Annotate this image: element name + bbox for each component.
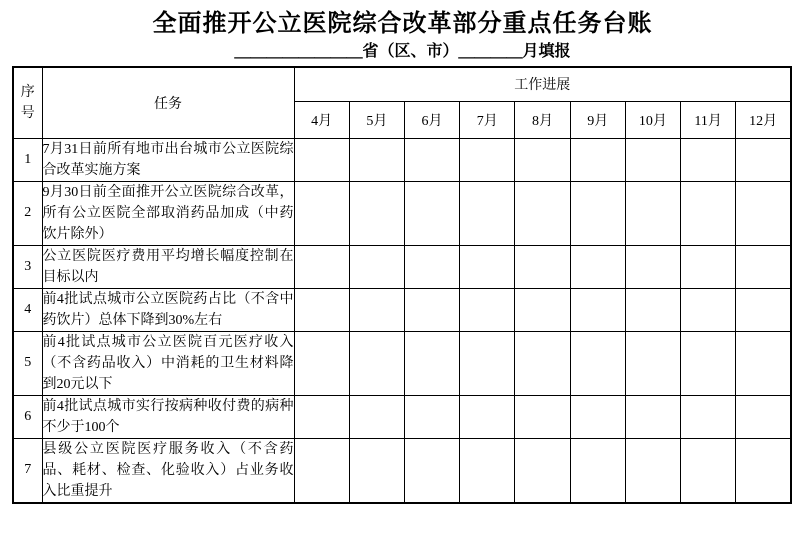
progress-cell-aug[interactable] [515,288,570,331]
progress-cell-sep[interactable] [570,245,625,288]
progress-cell-jun[interactable] [404,181,459,245]
task-cell: 前4批试点城市公立医院百元医疗收入（不含药品收入）中消耗的卫生材料降到20元以下 [42,331,294,395]
progress-cell-may[interactable] [349,181,404,245]
table-row [13,331,791,395]
progress-cell-oct[interactable] [625,181,680,245]
progress-cell-jul[interactable] [460,438,515,503]
progress-cell-may[interactable] [349,138,404,181]
document-page [0,9,805,537]
progress-cell-nov[interactable] [681,181,736,245]
progress-cell-may[interactable] [349,438,404,503]
task-cell: 前4批试点城市公立医院药占比（不含中药饮片）总体下降到30%左右 [42,288,294,331]
tasks-table [12,66,792,504]
header-month-apr: 4月 [294,101,349,138]
header-month-dec: 12月 [736,101,791,138]
progress-cell-aug[interactable] [515,138,570,181]
progress-cell-jul[interactable] [460,181,515,245]
progress-cell-apr[interactable] [294,331,349,395]
progress-cell-nov[interactable] [681,331,736,395]
header-month-oct: 10月 [625,101,680,138]
progress-cell-sep[interactable] [570,331,625,395]
progress-cell-dec[interactable] [736,245,791,288]
table-row [13,395,791,438]
progress-cell-apr[interactable] [294,245,349,288]
table-row [13,138,791,181]
progress-cell-sep[interactable] [570,395,625,438]
progress-cell-dec[interactable] [736,331,791,395]
progress-cell-aug[interactable] [515,331,570,395]
header-month-jun: 6月 [404,101,459,138]
progress-cell-jun[interactable] [404,395,459,438]
progress-cell-dec[interactable] [736,438,791,503]
progress-cell-jul[interactable] [460,245,515,288]
table-row [13,245,791,288]
row-number-cell: 5 [13,331,42,395]
progress-cell-may[interactable] [349,395,404,438]
progress-cell-apr[interactable] [294,138,349,181]
task-cell: 7月31日前所有地市出台城市公立医院综合改革实施方案 [42,138,294,181]
progress-cell-aug[interactable] [515,245,570,288]
task-cell: 9月30日前全面推开公立医院综合改革，所有公立医院全部取消药品加成（中药饮片除外） [42,181,294,245]
progress-cell-dec[interactable] [736,395,791,438]
task-cell: 县级公立医院医疗服务收入（不含药品、耗材、检查、化验收入）占业务收入比重提升 [42,438,294,503]
progress-cell-apr[interactable] [294,438,349,503]
document-title: 全面推开公立医院综合改革部分重点任务台账 [152,11,653,37]
progress-cell-oct[interactable] [625,245,680,288]
task-cell: 公立医院医疗费用平均增长幅度控制在目标以内 [42,245,294,288]
progress-cell-jun[interactable] [404,331,459,395]
header-work-progress: 工作进展 [294,67,791,101]
progress-cell-oct[interactable] [625,288,680,331]
table-row [13,288,791,331]
row-number-cell: 2 [13,181,42,245]
progress-cell-sep[interactable] [570,438,625,503]
row-number-cell: 1 [13,138,42,181]
progress-cell-apr[interactable] [294,395,349,438]
header-task: 任务 [42,67,294,138]
progress-cell-oct[interactable] [625,331,680,395]
progress-cell-may[interactable] [349,331,404,395]
progress-cell-sep[interactable] [570,181,625,245]
progress-cell-jun[interactable] [404,245,459,288]
progress-cell-dec[interactable] [736,138,791,181]
row-number-cell: 3 [13,245,42,288]
progress-cell-nov[interactable] [681,395,736,438]
header-month-jul: 7月 [460,101,515,138]
progress-cell-oct[interactable] [625,395,680,438]
progress-cell-aug[interactable] [515,438,570,503]
header-month-sep: 9月 [570,101,625,138]
header-seq-no [13,67,42,138]
table-row [13,438,791,503]
progress-cell-may[interactable] [349,245,404,288]
progress-cell-may[interactable] [349,288,404,331]
task-cell: 前4批试点城市实行按病种收付费的病种不少于100个 [42,395,294,438]
progress-cell-nov[interactable] [681,245,736,288]
progress-cell-apr[interactable] [294,288,349,331]
progress-cell-jul[interactable] [460,395,515,438]
progress-cell-aug[interactable] [515,181,570,245]
progress-cell-nov[interactable] [681,288,736,331]
header-seq-no-label: 序号 [20,84,35,121]
row-number-cell: 7 [13,438,42,503]
progress-cell-jul[interactable] [460,138,515,181]
progress-cell-nov[interactable] [681,438,736,503]
row-number-cell: 4 [13,288,42,331]
progress-cell-nov[interactable] [681,138,736,181]
progress-cell-jul[interactable] [460,331,515,395]
progress-cell-aug[interactable] [515,395,570,438]
progress-cell-sep[interactable] [570,138,625,181]
progress-cell-jun[interactable] [404,438,459,503]
row-number-cell: 6 [13,395,42,438]
progress-cell-jun[interactable] [404,138,459,181]
progress-cell-oct[interactable] [625,138,680,181]
header-month-may: 5月 [349,101,404,138]
header-row-top [13,67,791,101]
progress-cell-dec[interactable] [736,288,791,331]
progress-cell-jul[interactable] [460,288,515,331]
progress-cell-sep[interactable] [570,288,625,331]
header-month-nov: 11月 [681,101,736,138]
progress-cell-dec[interactable] [736,181,791,245]
document-subtitle: ＿＿＿＿＿＿＿＿省（区、市）＿＿＿＿月填报 [234,43,571,60]
header-month-aug: 8月 [515,101,570,138]
progress-cell-oct[interactable] [625,438,680,503]
table-body [13,138,791,503]
progress-cell-apr[interactable] [294,181,349,245]
table-row [13,181,791,245]
progress-cell-jun[interactable] [404,288,459,331]
